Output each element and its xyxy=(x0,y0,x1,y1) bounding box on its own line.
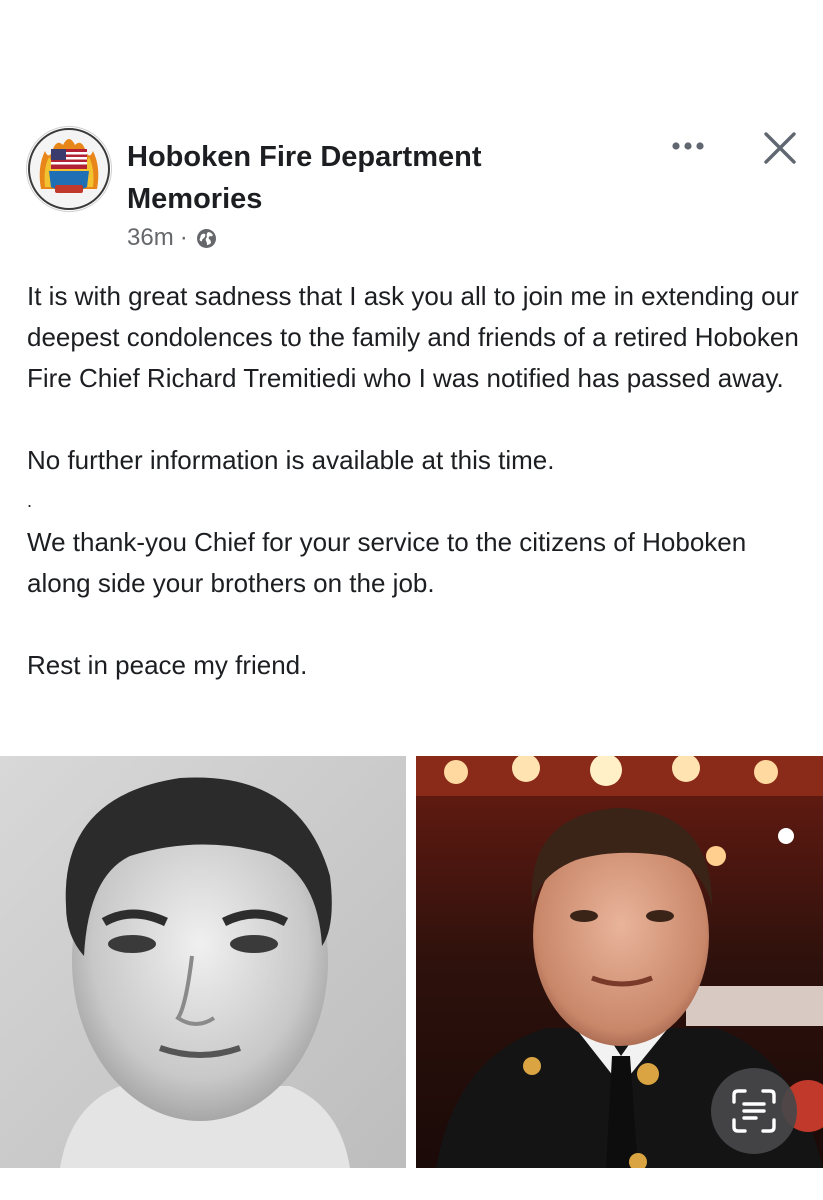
post-paragraph: . xyxy=(27,491,33,511)
post-meta xyxy=(127,222,217,254)
fire-department-badge-icon xyxy=(27,127,111,211)
post-paragraph: Rest in peace my friend. xyxy=(27,650,308,680)
post-header xyxy=(0,0,823,260)
post-paragraph: No further information is available at this time. xyxy=(27,445,555,475)
photo-young-portrait[interactable] xyxy=(0,756,406,1168)
globe-icon xyxy=(196,228,217,249)
post-paragraph: It is with great sadness that I ask you all to join me in extending our deepest condolences to the family and friends of a retired Hoboken Fire Chief Richard Tremitiedi who I was notified has passed away. xyxy=(27,281,799,393)
post-timestamp[interactable]: 36m xyxy=(127,224,174,251)
text-scan-icon xyxy=(731,1088,777,1134)
page-name[interactable]: Hoboken Fire Department Memories xyxy=(127,141,482,215)
close-button[interactable] xyxy=(756,124,804,172)
post-text xyxy=(27,276,812,686)
post-paragraph: We thank-you Chief for your service to the citizens of Hoboken along side your brothers on the job. xyxy=(27,527,747,598)
meta-separator: · xyxy=(179,224,188,251)
close-icon xyxy=(763,131,797,165)
page-avatar[interactable] xyxy=(26,126,112,212)
more-options-icon xyxy=(668,140,708,152)
more-options-button[interactable] xyxy=(664,128,712,164)
text-scan-button[interactable] xyxy=(711,1068,797,1154)
